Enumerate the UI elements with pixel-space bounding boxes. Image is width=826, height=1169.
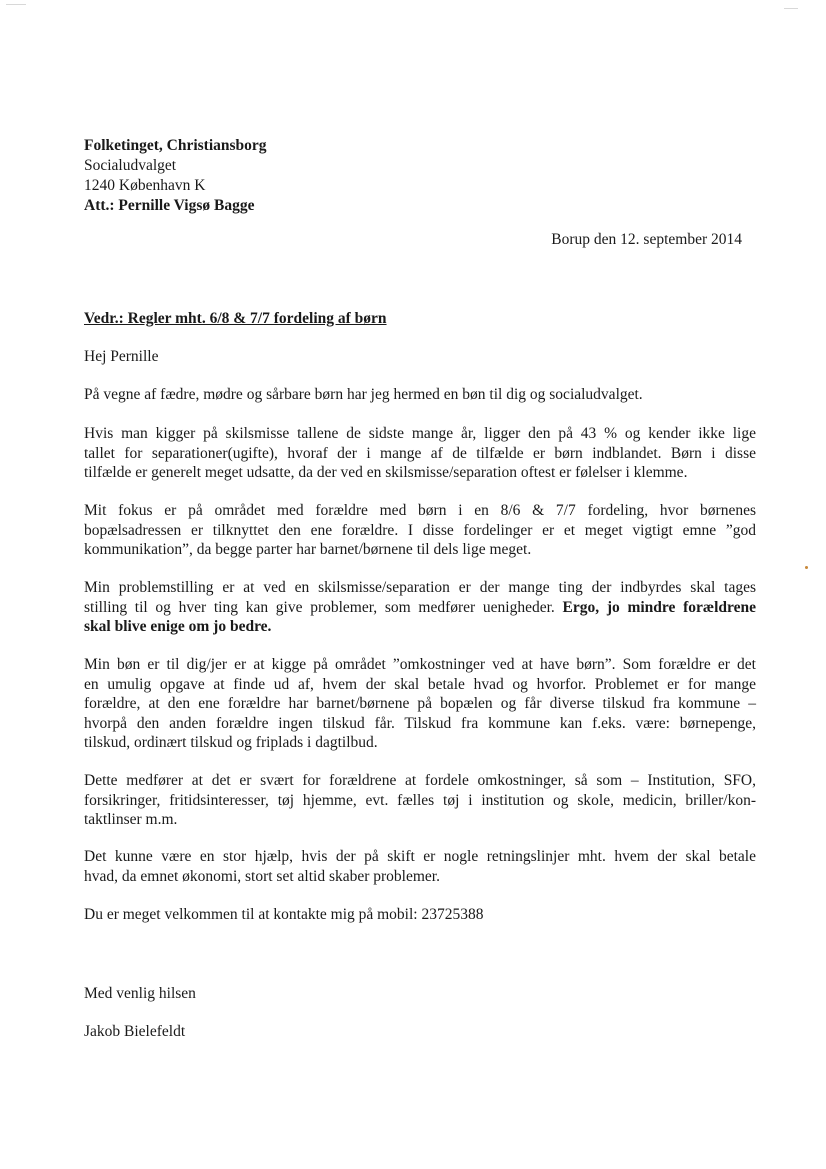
paragraph-2	[84, 424, 756, 483]
closing: Med venlig hilsen	[84, 985, 196, 1002]
paragraph-7	[84, 847, 756, 886]
paragraph-line	[84, 598, 756, 618]
paragraph-line: hvad, da emnet økonomi, stort set altid skaber problemer.	[84, 867, 440, 885]
paragraph-text: stilling til og hver ting kan give problemer, som medfører uenigheder.	[84, 598, 563, 616]
paragraph-line: På vegne af fædre, mødre og sårbare børn har jeg hermed en bøn til dig og socialudvalget.	[84, 386, 643, 403]
paragraph-line: hvorpå den anden forældre ingen tilskud får. Tilskud fra kommune kan f.eks. være: børnepenge,	[84, 714, 756, 732]
recipient-address	[84, 136, 756, 216]
paragraph-line: Du er meget velkommen til at kontakte mig på mobil: 23725388	[84, 906, 484, 923]
paragraph-5	[84, 655, 756, 753]
paragraph-line: forsikringer, fritidsinteresser, tøj hjemme, evt. fælles tøj i institution og skole, medicin, briller/kon-	[84, 791, 756, 809]
paragraph-line: Min problemstilling er at ved en skilsmisse/separation er der mange ting der indbyrdes skal tages	[84, 579, 756, 596]
paragraph-line: Mit fokus er på området med forældre med børn i en 8/6 & 7/7 fordeling, hvor børnenes	[84, 502, 756, 519]
paragraph-1	[84, 385, 756, 405]
signature-name: Jakob Bielefeldt	[84, 1023, 186, 1040]
paragraph-line: Hvis man kigger på skilsmisse tallene de sidste mange år, ligger den på 43 % og kender ikke lige	[84, 425, 756, 442]
letter-date: Borup den 12. september 2014	[551, 231, 742, 248]
recipient-city: 1240 København K	[84, 177, 206, 194]
paragraph-line: Dette medfører at det er svært for forældrene at fordele omkostninger, så som – Institution, SFO,	[84, 772, 756, 789]
recipient-department: Socialudvalget	[84, 157, 177, 174]
paragraph-line: tilskud, ordinært tilskud og friplads i dagtilbud.	[84, 734, 378, 751]
paragraph-line: forældre, at den ene forældre har barnet/børnene på bopælen og får diverse tilskud fra kommune –	[84, 695, 756, 712]
subject-line: Vedr.: Regler mht. 6/8 & 7/7 fordeling af børn	[84, 310, 387, 327]
paragraph-4	[84, 578, 756, 637]
emphasis-text: Ergo, jo mindre forældrene	[562, 598, 756, 616]
paragraph-3	[84, 501, 756, 560]
paragraph-line: tallet for separationer(ugifte), hvoraf der i mange af de tilfælde er børn indblandet. Børn i disse	[84, 444, 756, 462]
paragraph-line: bopælsadressen er tilknyttet den ene forældre. I disse fordelinger er et meget vigtigt emne ”god	[84, 521, 756, 539]
paragraph-line: en umulig opgave at finde ud af, hvem der skal betale hvad og hvorfor. Problemet er for mange	[84, 675, 756, 693]
paragraph-8	[84, 905, 756, 925]
greeting: Hej Pernille	[84, 348, 159, 365]
paragraph-line: kommunikation”, da begge parter har barnet/børnene til dels lige meget.	[84, 541, 532, 558]
emphasis-text: skal blive enige om jo bedre.	[84, 618, 272, 635]
paragraph-line: taktlinser m.m.	[84, 811, 178, 828]
scan-mark	[6, 4, 26, 5]
paragraph-line: Det kunne være en stor hjælp, hvis der på skift er nogle retningslinjer mht. hvem der skal betale	[84, 848, 756, 865]
recipient-attention: Att.: Pernille Vigsø Bagge	[84, 197, 255, 214]
scan-speck	[805, 566, 808, 569]
scan-mark	[784, 8, 798, 9]
recipient-name: Folketinget, Christiansborg	[84, 137, 267, 154]
paragraph-line: Min bøn er til dig/jer er at kigge på området ”omkostninger ved at have børn”. Som forældre er det	[84, 656, 756, 673]
paragraph-6	[84, 771, 756, 830]
paragraph-line: tilfælde er generelt meget udsatte, da der ved en skilsmisse/separation oftest er følelser i klemme.	[84, 464, 688, 481]
